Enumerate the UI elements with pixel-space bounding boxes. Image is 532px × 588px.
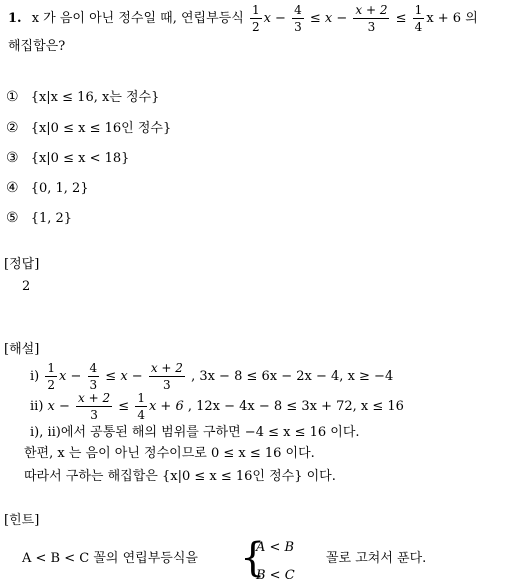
solution-line-4: 한편, x 는 음이 아닌 정수이므로 0 ≤ x ≤ 16 이다.: [24, 446, 315, 461]
sol2-x6: x + 6: [148, 399, 184, 414]
choice-5[interactable]: [6, 211, 72, 225]
choice-2-text: {x|0 ≤ x ≤ 16인 정수}: [30, 121, 172, 136]
answer-label: [정답]: [4, 257, 40, 272]
choice-3-mark: ③: [6, 150, 19, 166]
fraction-1-4: $\frac{1}{4}$: [414, 3, 423, 34]
choice-3-text: {x|0 ≤ x < 18}: [30, 151, 130, 166]
solution-line-1-tag: ⅰ): [30, 369, 40, 384]
hint-text: [22, 552, 198, 565]
stem-mid-1: x −: [263, 11, 286, 26]
sol2-x: x −: [47, 399, 70, 414]
problem-stem-line2: 해집합은?: [8, 39, 66, 54]
hint-case-1: A < B: [256, 540, 295, 555]
choice-5-mark: ⑤: [6, 210, 19, 226]
solution-line-1-rest: , 3x − 8 ≤ 6x − 2x − 4, x ≥ −4: [191, 369, 394, 384]
choice-4-text: {0, 1, 2}: [30, 181, 89, 196]
sol-mid-1: x −: [59, 369, 82, 384]
solution-line-2: [30, 392, 404, 421]
sol2-le: ≤: [118, 399, 130, 414]
stem-mid-2: ≤ x −: [309, 11, 348, 26]
hint-case-2: B < C: [256, 568, 295, 583]
stem-mid-3: ≤: [395, 11, 407, 26]
sol-mid-2: ≤ x −: [105, 369, 143, 384]
choice-1[interactable]: [6, 90, 159, 104]
choice-2[interactable]: [6, 121, 171, 135]
hint-label: [힌트]: [4, 513, 40, 528]
hint-brace: {: [240, 535, 266, 581]
choice-1-text: {x|x ≤ 16, x는 정수}: [30, 90, 160, 105]
stem-end: x + 6 의: [426, 11, 478, 26]
choice-2-mark: ②: [6, 120, 19, 136]
sol-frac-x2-3: $\frac{x + 2}{3}$: [150, 361, 183, 392]
solution-line-5: 따라서 구하는 해집합은 {x|0 ≤ x ≤ 16인 정수} 이다.: [24, 469, 336, 484]
choice-5-text: {1, 2}: [30, 211, 73, 226]
solution-line-3: ⅰ), ⅱ)에서 공통된 해의 범위를 구하면 −4 ≤ x ≤ 16 이다.: [30, 425, 360, 440]
solution-line-1: [30, 362, 393, 391]
hint-pre: A < B < C 꼴의 연립부등식을: [22, 551, 198, 566]
answer-value: 2: [22, 279, 31, 294]
sol2-frac-1-4: $\frac{1}{4}$: [137, 391, 145, 422]
choice-4[interactable]: [6, 181, 89, 195]
hint-post: 꼴로 고쳐서 푼다.: [326, 551, 427, 566]
solution-line-2-tag: ⅱ): [30, 399, 44, 414]
fraction-4-3: $\frac{4}{3}$: [294, 3, 302, 34]
fraction-1-2: $\frac{1}{2}$: [251, 3, 260, 34]
sol-frac-4-3: $\frac{4}{3}$: [89, 361, 98, 392]
choice-3[interactable]: [6, 151, 129, 165]
choice-4-mark: ④: [6, 180, 19, 196]
problem-stem-text: x 가 음이 아닌 정수일 때, 연립부등식: [31, 11, 244, 26]
sol2-frac-x2-3: $\frac{x + 2}{3}$: [78, 391, 111, 422]
solution-line-2-rest: , 12x − 4x − 8 ≤ 3x + 72, x ≤ 16: [187, 399, 404, 414]
solution-label: [해설]: [4, 342, 40, 357]
fraction-x2-3: $\frac{x + 2}{3}$: [355, 3, 388, 34]
problem-number: 1.: [8, 11, 22, 26]
choice-1-mark: ①: [6, 89, 19, 105]
sol-frac-1-2: $\frac{1}{2}$: [47, 361, 56, 392]
problem-stem: [8, 4, 478, 33]
